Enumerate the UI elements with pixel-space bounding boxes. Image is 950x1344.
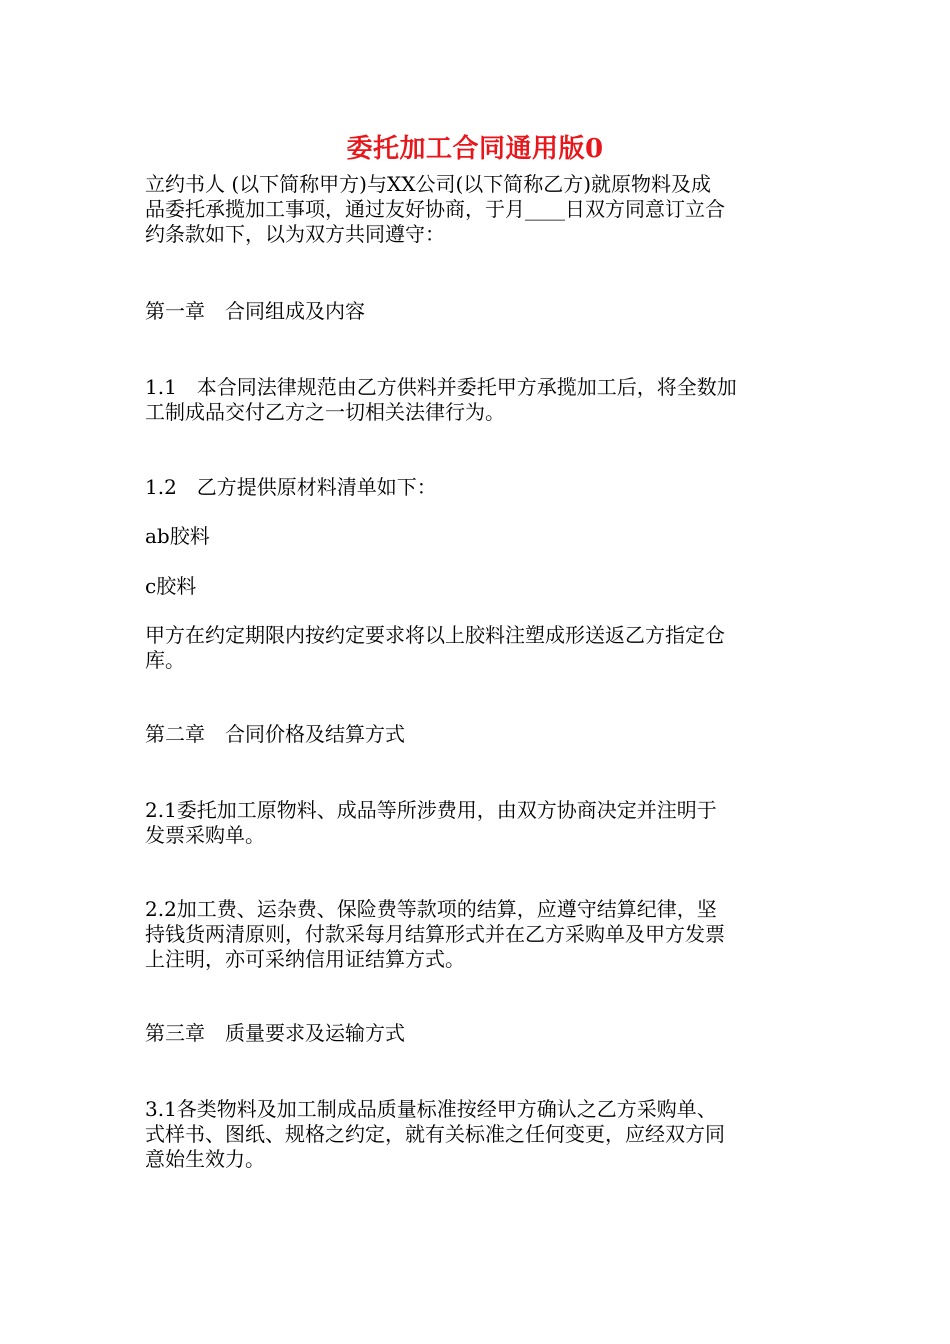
clause-line: 发票采购单。 — [145, 823, 265, 847]
clause-line: 持钱货两清原则，付款采每月结算形式并在乙方采购单及甲方发票 — [145, 922, 725, 946]
clause-1-2: 1.2 乙方提供原材料清单如下： — [145, 475, 437, 499]
delivery-line: 甲方在约定期限内按约定要求将以上胶料注塑成形送返乙方指定仓 — [145, 623, 725, 647]
clause-line: 上注明，亦可采纳信用证结算方式。 — [145, 947, 465, 971]
clause-line: 1.1 本合同法律规范由乙方供料并委托甲方承揽加工后，将全数加 — [145, 375, 737, 399]
intro-paragraph — [145, 172, 825, 247]
clause-line: 3.1各类物料及加工制成品质量标准按经甲方确认之乙方采购单、 — [145, 1097, 717, 1121]
delivery-line: 库。 — [145, 648, 185, 672]
intro-line: 约条款如下，以为双方共同遵守： — [145, 222, 445, 246]
clause-2-2 — [145, 897, 825, 972]
clause-line: 工制成品交付乙方之一切相关法律行为。 — [145, 400, 505, 424]
clause-line: 意始生效力。 — [145, 1147, 265, 1171]
material-c: c胶料 — [145, 574, 197, 598]
material-ab: ab胶料 — [145, 524, 210, 548]
intro-line: 品委托承揽加工事项，通过友好协商，于月____日双方同意订立合 — [145, 197, 725, 221]
clause-3-1 — [145, 1097, 825, 1172]
document-title: 委托加工合同通用版0 — [346, 134, 604, 164]
chapter-1-heading: 第一章 合同组成及内容 — [145, 299, 365, 323]
chapter-2-heading: 第二章 合同价格及结算方式 — [145, 722, 405, 746]
clause-line: 2.2加工费、运杂费、保险费等款项的结算，应遵守结算纪律，坚 — [145, 897, 717, 921]
clause-line: 2.1委托加工原物料、成品等所涉费用，由双方协商决定并注明于 — [145, 798, 717, 822]
intro-line: 立约书人 (以下简称甲方)与XX公司(以下简称乙方)就原物料及成 — [145, 172, 712, 196]
clause-2-1 — [145, 798, 825, 848]
clause-1-1 — [145, 375, 825, 425]
chapter-3-heading: 第三章 质量要求及运输方式 — [145, 1021, 405, 1045]
delivery-paragraph — [145, 623, 825, 673]
clause-line: 式样书、图纸、规格之约定，就有关标准之任何变更，应经双方同 — [145, 1122, 725, 1146]
